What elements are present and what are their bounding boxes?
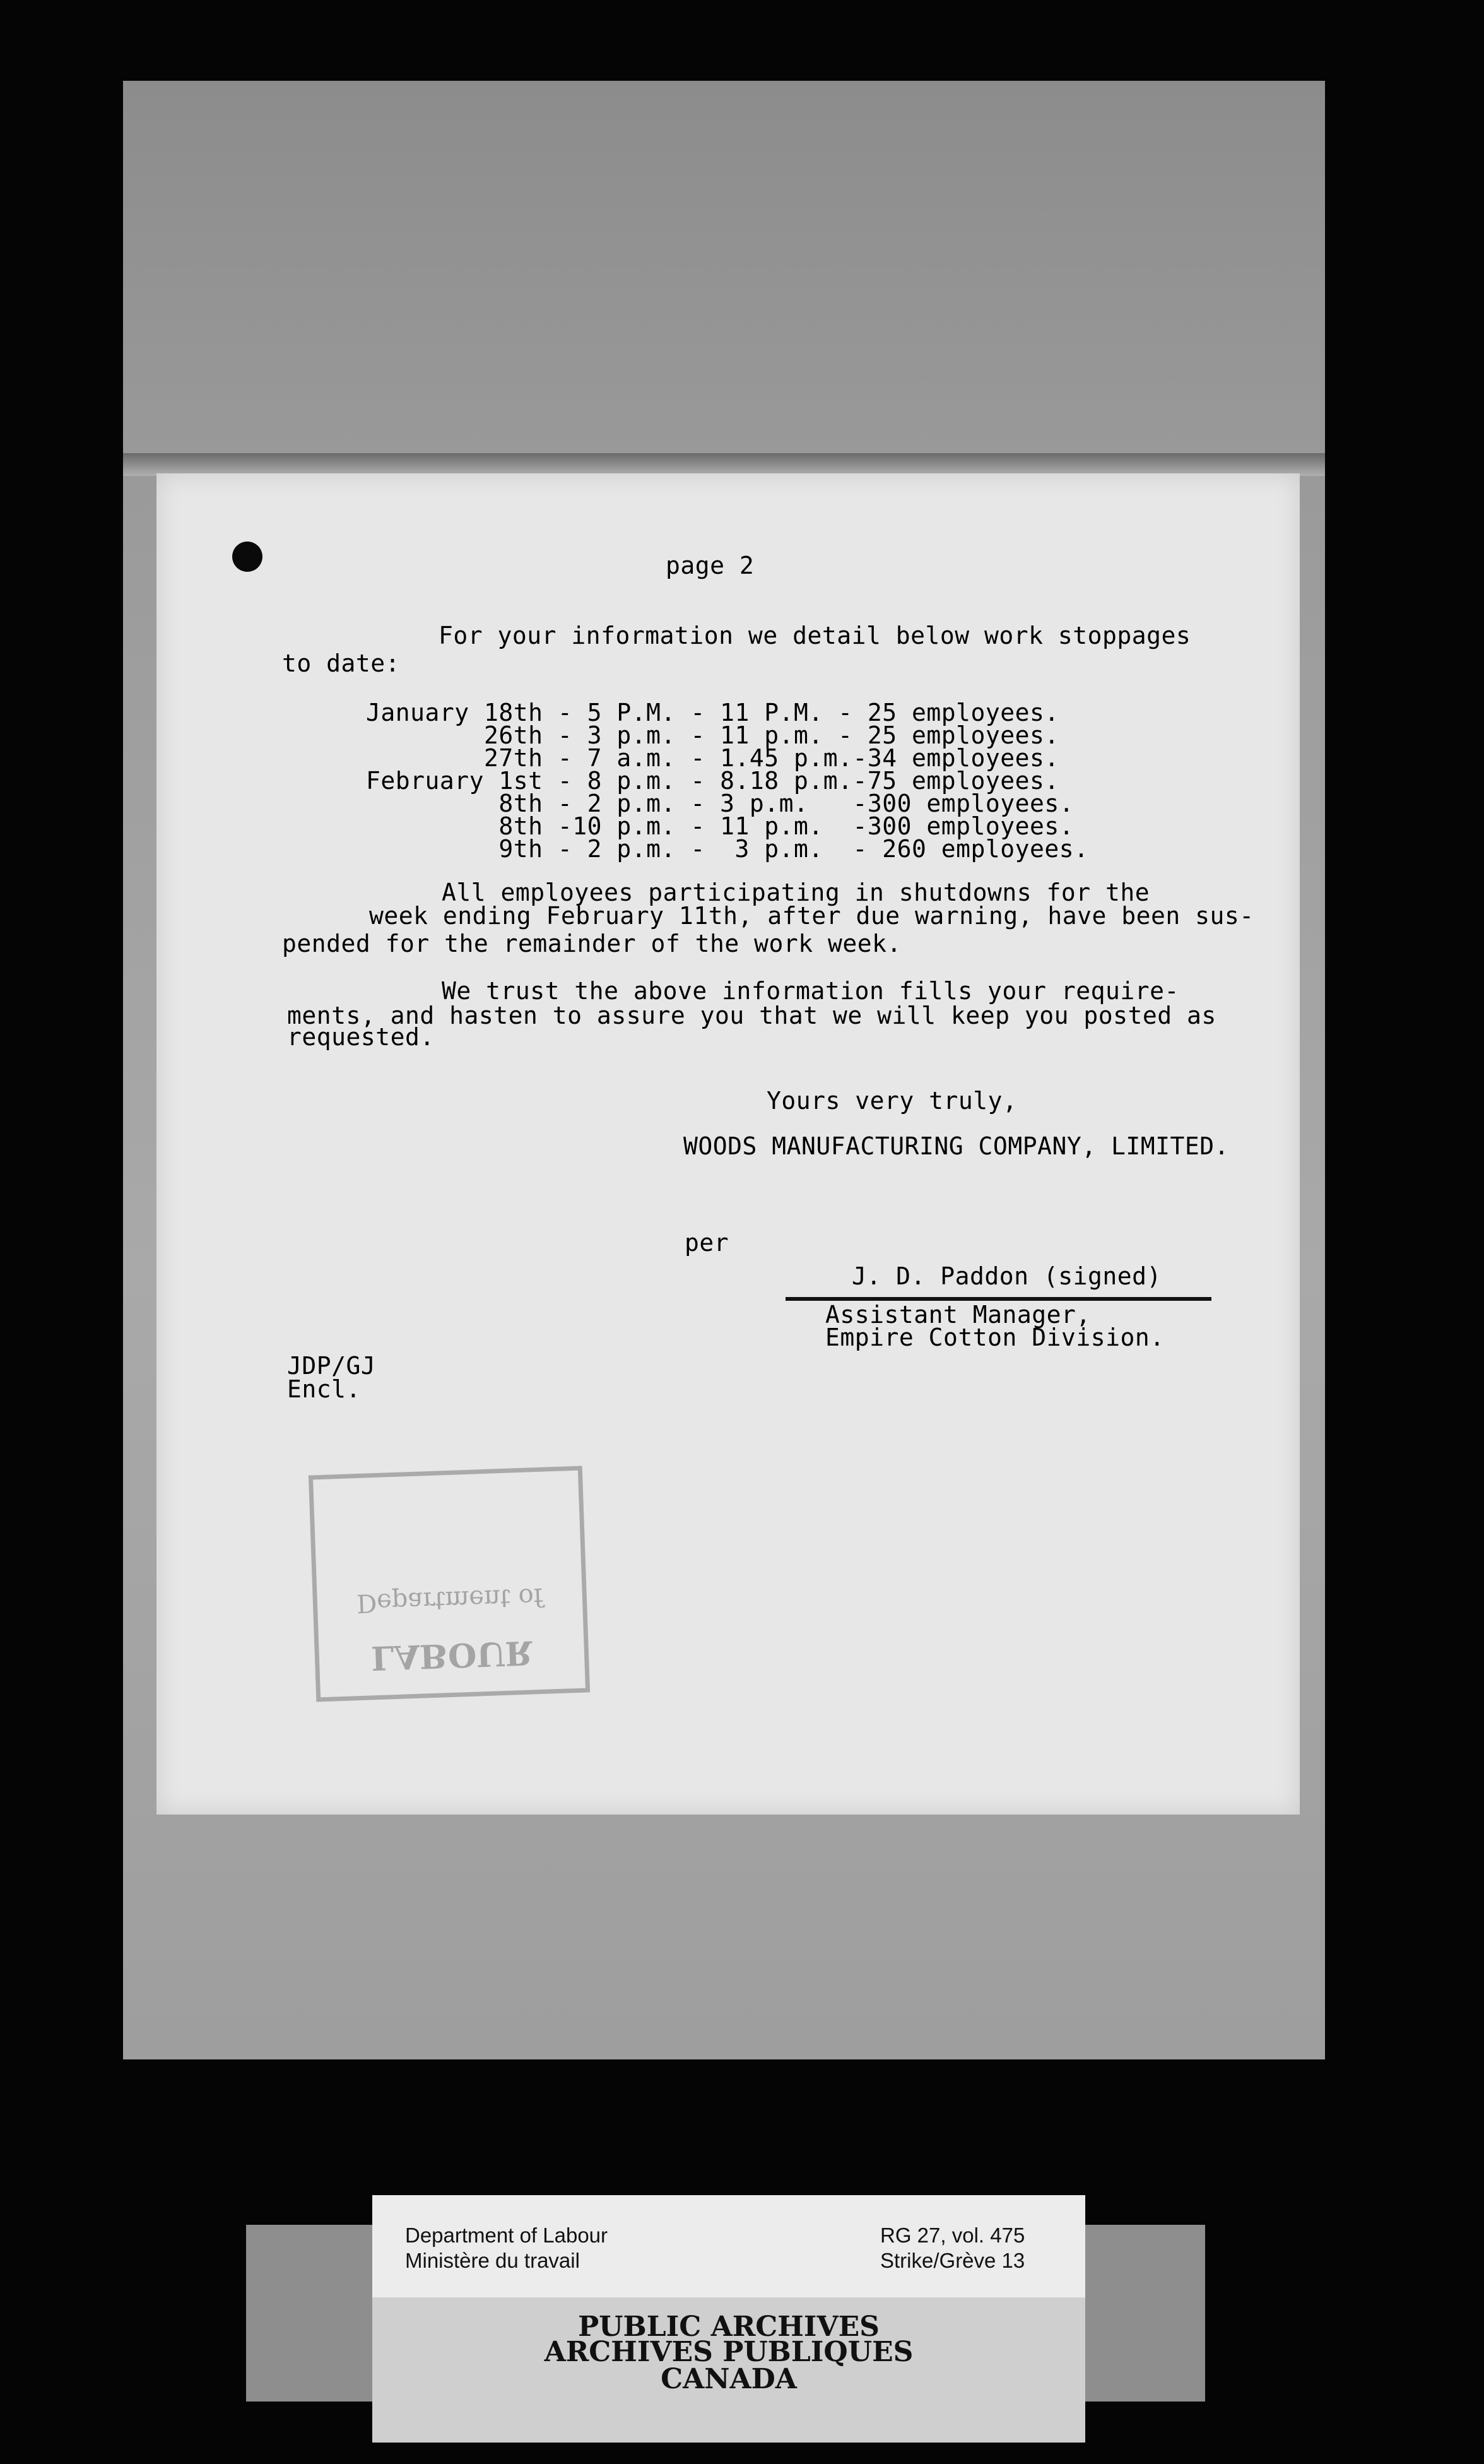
paragraph2-line-1: All employees participating in shutdowns for the: [442, 879, 1150, 906]
punch-hole: [232, 542, 262, 572]
archives-stamp-label: [372, 2297, 1085, 2443]
archives-line-3: CANADA: [661, 2363, 797, 2395]
strike-file: Strike/Grève 13: [880, 2249, 1025, 2272]
received-stamp: [309, 1466, 590, 1702]
stoppage-row: 9th - 2 p.m. - 3 p.m. - 260 employees.: [366, 835, 1089, 863]
intro-line-1: For your information we detail below work stoppages: [439, 622, 1191, 649]
archives-line-1: PUBLIC ARCHIVES: [578, 2311, 880, 2343]
stoppage-row: 8th - 2 p.m. - 3 p.m. -300 employees.: [366, 790, 1075, 817]
enclosure-note: Encl.: [287, 1375, 361, 1403]
stamp-text-2: LABOUR: [370, 1633, 533, 1678]
record-group: RG 27, vol. 475: [880, 2224, 1025, 2247]
per-label: per: [685, 1229, 729, 1257]
stoppage-row: 27th - 7 a.m. - 1.45 p.m.-34 employees.: [366, 744, 1059, 772]
paragraph2-line-2: week ending February 11th, after due warning, have been sus-: [369, 902, 1254, 930]
stoppage-row: 26th - 3 p.m. - 11 p.m. - 25 employees.: [366, 721, 1059, 749]
department-fr: Ministère du travail: [405, 2249, 580, 2272]
archives-line-2: ARCHIVES PUBLIQUES: [544, 2336, 914, 2368]
company-name: WOODS MANUFACTURING COMPANY, LIMITED.: [683, 1132, 1229, 1160]
paragraph3-line-2: ments, and hasten to assure you that we will keep you posted as: [287, 1002, 1216, 1029]
signer-title-2: Empire Cotton Division.: [825, 1324, 1165, 1351]
archive-reference-label: [372, 2195, 1085, 2297]
initials: JDP/GJ: [287, 1352, 376, 1380]
backing-sheet-edge: [123, 453, 1325, 476]
closing: Yours very truly,: [767, 1087, 1018, 1115]
signer-name: J. D. Paddon (signed): [852, 1262, 1162, 1290]
stoppage-row: January 18th - 5 P.M. - 11 P.M. - 25 employees.: [366, 699, 1059, 726]
signer-title-1: Assistant Manager,: [825, 1301, 1091, 1329]
stoppage-row: 8th -10 p.m. - 11 p.m. -300 employees.: [366, 812, 1075, 840]
stamp-text-1: Department of: [356, 1582, 544, 1618]
stoppage-row: February 1st - 8 p.m. - 8.18 p.m.-75 employees.: [366, 767, 1059, 795]
paragraph3-line-1: We trust the above information fills your require-: [442, 977, 1179, 1005]
intro-line-2: to date:: [282, 649, 401, 677]
department-en: Department of Labour: [405, 2224, 608, 2247]
paragraph3-line-3: requested.: [287, 1023, 435, 1051]
paragraph2-line-3: pended for the remainder of the work week.: [282, 930, 902, 957]
page-number: page 2: [666, 552, 755, 579]
